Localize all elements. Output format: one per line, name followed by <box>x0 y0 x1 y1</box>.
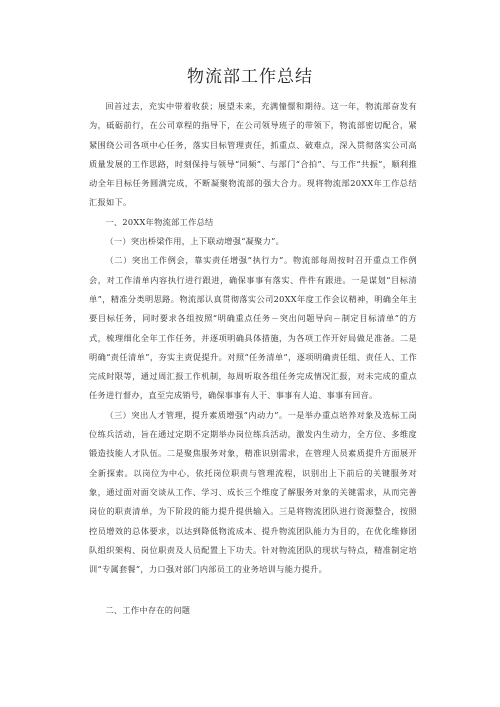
document-title: 物流部工作总结 <box>187 67 313 87</box>
document-body <box>89 97 417 621</box>
section-spacer <box>89 579 417 601</box>
item-3-paragraph: （三）突出人才管理，提升素质增强“内动力”。一是举办重点培养对象及选标工岗位练兵活动，旨在通过定期不定期举办岗位练兵活动，激发内生动力，全方位、多维度锻造技能人才队伍。二是聚焦服务对象，精准识别需求，在管理人员素质提升方面展开全新探索。以岗位为中心，依托岗位职责与管理流程，识别出上下前后的关键服务对象，通过面对面交谈从工作、学习、成长三个维度了解服务对象的关键需求，从而完善岗位的职责清单，为下阶段的能力提升提供输入。三是将物流团队进行资源整合，按照控员增效的总体要求，以达到降低物流成本、提升物流团队能力为目的，在优化维修团队组织架构、岗位职责及人员配置上下功夫。针对物流团队的现状与特点，精准制定培训“专属套餐”，力口强对部门内部员工的业务培训与能力提升。 <box>89 409 417 575</box>
section-2-heading: 二、工作中存在的问题 <box>105 605 191 616</box>
section-1-heading: 一、20XX年物流部工作总结 <box>105 216 214 227</box>
intro-paragraph: 回首过去，充实中带着收获；展望未来，充满憧憬和期待。这一年，物流部奋发有为，砥砺前行，在公司章程的指导下，在公司领导班子的带领下，物流部密切配合，紧紧围绕公司各项中心任务，落实目标管理责任，抓重点、破难点，深入贯彻落实公司高质量发展的工作思路，时刻保持与领导“同频”、与部门“合拍”、与工作“共振”，顺利推动全年目标任务圆满完成，不断凝聚物流部的强大合力。现将物流部20XX年工作总结汇报如下。 <box>89 101 417 208</box>
item-1-paragraph: （一）突出桥梁作用，上下联动增强“凝聚力”。 <box>105 236 285 247</box>
item-2-paragraph: （二）突出工作例会，靠实责任增强“执行力”。物流部每周按时召开重点工作例会，对工作清单内容执行进行跟进，确保事事有落实、件件有跟进。一是谋划“目标清单”，精准分类明思路。物流部认真贯彻落实公司20XX年度工作会议精神，明确全年主要目标任务，同时要求各组按照“明确重点任务－突出问题导向－制定目标清单”的方式，梳理细化全年工作任务，并逐项明确具体措施，为各项工作开好局做足准备。二是明确“责任清单”，夯实主责促提升。对照“任务清单”，逐项明确责任组、责任人、工作完成时限等，通过周汇报工作机制，每周听取各组任务完成情况汇报，对未完成的重点任务进行督办，直至完成销号，确保事事有人干、事事有人追、事事有回音。 <box>89 255 417 401</box>
